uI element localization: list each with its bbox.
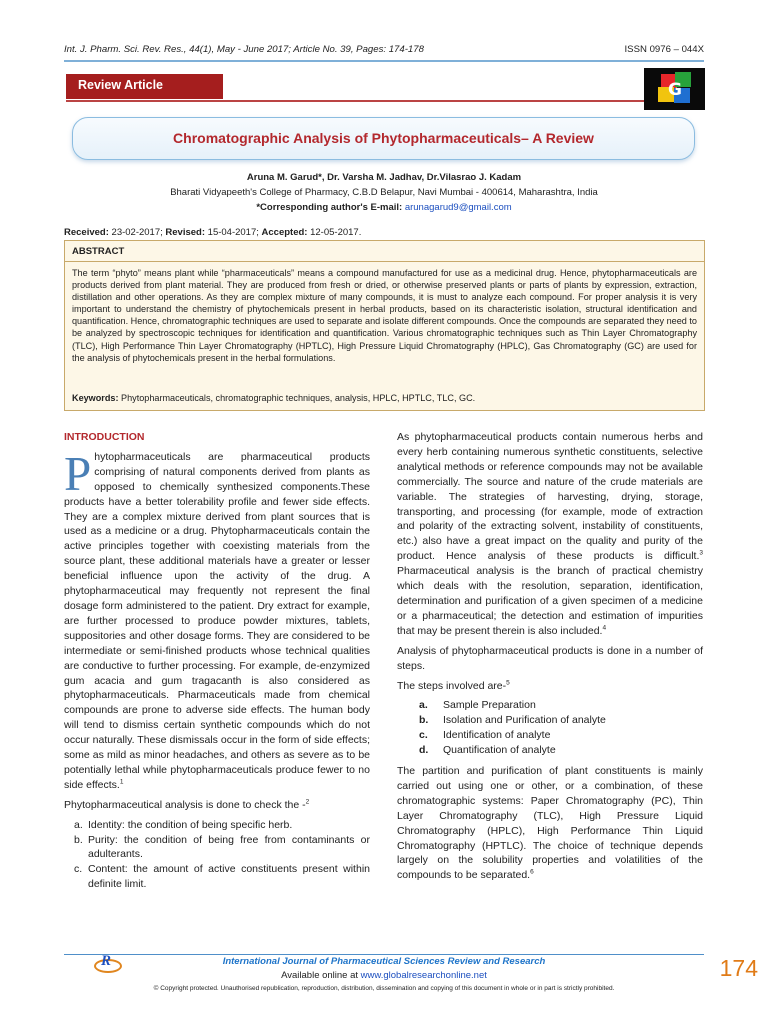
list-item [64, 862, 370, 892]
intro-text: hytopharmaceuticals are pharmaceutical products comprising of natural components derived from plants as opposed to chemically synthesized components.These products have a better tolerability profile and fewer side effects. They are a complex mixture derived from plant sources that is used as a medicine or a drug. Phytopharmaceuticals contain the active principles together with coexisting materials from the source plant, these additional materials have a greater or lesser beneficial influence upon the activity of the drug. A phytopharmaceutical may frequently not represent the final dosage form administered to the patient. Dry extract for example, are further processed to produce powder mixtures, tablets, suppositories and other dosage forms. They are considered to be intermediate or semi-finished products whose technical qualities are conductive to further processing. For example, de-enzymized gum acacia and gum tragacanth is also considered as phytopharmaceuticals. Pharmaceuticals made from chemical compounds are prone to adverse side effects. The human body will tend to dismiss certain synthetic compounds which do not occur naturally. These dismissals occur in the form of side effects; some as mild as minor headaches, and others as severe as to be potentially lethal while phytopharmaceuticals produce fewer to no side effects. [64, 450, 370, 791]
citation-ref: 4 [602, 624, 607, 632]
received-label: Received: [64, 227, 109, 238]
right-column [397, 430, 703, 888]
list-marker: b. [419, 714, 429, 727]
list-text: Content: the amount of active constituents present within definite limit. [88, 863, 370, 891]
check-text: Phytopharmaceutical analysis is done to check the - [64, 798, 306, 811]
logo-letter: R [101, 953, 112, 969]
list-marker: a. [74, 818, 83, 831]
revised-date: 15-04-2017; [207, 227, 259, 238]
list-text: Purity: the condition of being free from contaminants or adulterants. [88, 833, 370, 861]
badge-divider [66, 100, 644, 102]
abstract-heading: ABSTRACT [72, 246, 125, 257]
list-text: Identification of analyte [443, 729, 551, 742]
title-box [72, 117, 695, 160]
accepted-label: Accepted: [261, 227, 308, 238]
citation-ref: 1 [119, 778, 124, 786]
accepted-date: 12-05-2017. [310, 227, 362, 238]
corr-email-link[interactable]: arunagarud9@gmail.com [404, 202, 512, 213]
citation-ref: 3 [699, 549, 703, 557]
paragraph-text: The partition and purification of plant constituents is mainly carried out using one or other, or a combination, of these chromatographic systems: Paper Chromatography (PC), Thin Layer Chromatography (TLC), High Pressure Liquid Chromatography (HPLC), High Performance Thin Liquid Chromatography (HPTLC). The choice of technique depends largely on the solubility properties and volatilities of the compounds to be separated. [397, 765, 703, 882]
article-title: Chromatographic Analysis of Phytopharmaceuticals– A Review [173, 130, 594, 146]
introduction-heading: INTRODUCTION [64, 431, 145, 443]
list-marker: a. [419, 699, 428, 712]
intro-paragraph [64, 445, 370, 793]
article-dates [64, 227, 361, 238]
list-text: Sample Preparation [443, 699, 536, 712]
article-type-badge: Review Article [66, 74, 223, 99]
steps-text: The steps involved are- [397, 679, 507, 692]
keywords [72, 393, 697, 403]
issn: ISSN 0976 – 044X [624, 44, 704, 55]
header-divider [64, 60, 704, 62]
paragraph-text: Pharmaceutical analysis is the branch of practical chemistry which deals with the resolution, separation, identification, determination and purification of a given specimen of a medicine or a pharmaceutical; the detection and estimation of impurities that may be present therein is also included. [397, 565, 703, 637]
footer-divider [64, 954, 704, 955]
journal-reference: Int. J. Pharm. Sci. Rev. Res., 44(1), May - June 2017; Article No. 39, Pages: 174-178 [64, 44, 424, 55]
list-marker: d. [419, 744, 429, 757]
list-item [397, 698, 703, 713]
steps-intro-paragraph: Analysis of phytopharmaceutical products is done in a number of steps. [397, 644, 703, 672]
list-item [64, 833, 370, 863]
received-date: 23-02-2017; [111, 227, 163, 238]
list-item [397, 728, 703, 743]
revised-label: Revised: [165, 227, 206, 238]
corresponding-author [0, 202, 768, 213]
footer-journal-name: International Journal of Pharmaceutical Sciences Review and Research [222, 956, 546, 967]
keywords-label: Keywords: [72, 393, 119, 403]
partition-paragraph [397, 764, 703, 883]
list-marker: c. [74, 863, 83, 876]
corr-label: *Corresponding author's E-mail: [256, 202, 403, 213]
logo-glyph: G [668, 80, 682, 100]
citation-ref: 2 [305, 798, 310, 806]
citation-ref: 5 [506, 679, 510, 686]
steps-heading [397, 679, 703, 694]
copyright-notice: © Copyright protected. Unauthorised republication, reproduction, distribution, dissemination and copying of this document in whole or in part is strictly prohibited. [153, 985, 615, 992]
analysis-paragraph [397, 430, 703, 639]
keywords-text: Phytopharmaceuticals, chromatographic techniques, analysis, HPLC, HPTLC, TLC, GC. [121, 393, 476, 403]
journal-url-link[interactable]: www.globalresearchonline.net [360, 970, 487, 981]
drop-cap: P [64, 445, 92, 501]
authors: Aruna M. Garud*, Dr. Varsha M. Jadhav, Dr.Vilasrao J. Kadam [246, 172, 522, 183]
abstract-text: The term “phyto” means plant while “pharmaceuticals” means a compound manufactured for use as a medicinal drug. Hence, phytopharmaceuticals are products derived from plant material. They are produced from fresh or dried, or otherwise preserved plants or parts of plants by expression, extraction, distillation and other operations. As they are complex mixture of many compounds, it is must to analyze each compound. For proper analysis it is very important to understand the chemistry of phytochemicals present in herbal products, based on its characteristic isolation, structural identification and quantification. Hence, chromatographic techniques are used to separate and isolate different compounds. Once the compounds are separated they need to be analyzed by spectroscopic techniques for identification and quantification. Various chromatographic techniques such as Thin Layer Chromatography (TLC), High Performance Thin Layer Chromatography (HPTLC), High Pressure Liquid Chromatography (HPLC), Gas Chromatography (GC) are used for the analysis of phytochemicals present in the herbal formulations. [72, 268, 697, 363]
paragraph-text: As phytopharmaceutical products contain numerous herbs and every herb containing numerous synthetic constituents, selective analytical methods or reference compounds may not be available commercially. The source and nature of the crude materials are variable. The strategies of harvesting, drying, storage, transporting, and processing (for example, mode of extraction and polarity of the extracting solvent, instability of constituents, etc.) also have a great impact on the quality and purity of the product. Hence analysis of these products is difficult. [397, 431, 703, 563]
steps-list [397, 698, 703, 758]
list-item [397, 713, 703, 728]
affiliation: Bharati Vidyapeeth's College of Pharmacy, C.B.D Belapur, Navi Mumbai - 400614, Maharashtra, India [170, 187, 598, 198]
abstract-divider [65, 261, 704, 262]
citation-ref: 6 [530, 868, 534, 876]
list-item [64, 818, 370, 833]
list-item [397, 743, 703, 758]
list-marker: c. [419, 729, 428, 742]
page-number: 174 [719, 955, 758, 981]
abstract-box [64, 240, 705, 411]
list-text: Quantification of analyte [443, 744, 556, 757]
left-column [64, 430, 370, 898]
check-paragraph [64, 798, 370, 813]
list-text: Identity: the condition of being specific herb. [88, 818, 293, 831]
list-marker: b. [74, 833, 83, 846]
criteria-list [64, 818, 370, 893]
footer-availability [0, 970, 768, 981]
list-text: Isolation and Purification of analyte [443, 714, 606, 727]
available-label: Available online at [281, 970, 359, 981]
journal-logo-icon [644, 68, 705, 110]
